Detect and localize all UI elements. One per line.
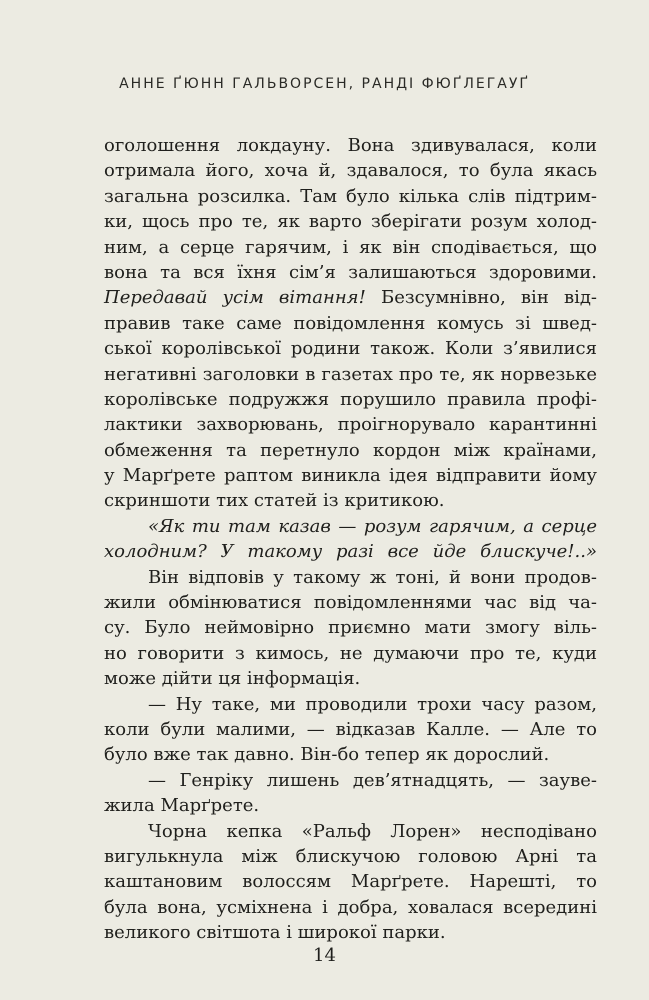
text-line: су. Було неймовірно приємно мати змогу віль- bbox=[104, 617, 597, 639]
text-line: обмеження та перетнуло кордон між країнами, bbox=[104, 439, 597, 461]
text-line: у Марґрете раптом виникла ідея відправити йому bbox=[104, 465, 597, 487]
text-line: ської королівської родини також. Коли з’явилися bbox=[104, 338, 597, 360]
body-text bbox=[104, 133, 597, 946]
text-line: негативні заголовки в газетах про те, як норвезьке bbox=[104, 363, 597, 385]
text-line: жили обмінюватися повідомленнями час від ча- bbox=[104, 592, 597, 614]
text-line: Він відповів у такому ж тоні, й вони продов- bbox=[148, 566, 597, 588]
italic-quote-line: «Як ти там казав — розум гарячим, а серце bbox=[148, 515, 597, 537]
text-line: правив таке саме повідомлення комусь зі швед- bbox=[104, 312, 597, 334]
text-line: королівське подружжя порушило правила профі- bbox=[104, 388, 597, 410]
text-line: лактики захворювань, проігнорувало карантинні bbox=[104, 414, 597, 436]
page-number: 14 bbox=[313, 945, 336, 966]
dialogue-line: коли були малими, — відказав Калле. — Але то bbox=[104, 718, 597, 740]
italic-quote-line: холодним? У такому разі все йде блискуче!..» bbox=[104, 541, 597, 563]
text-line: но говорити з кимось, не думаючи про те, куди bbox=[104, 642, 597, 664]
dialogue-line: — Генріку лишень дев’ятнадцять, — зауве- bbox=[148, 769, 597, 791]
text-line bbox=[104, 285, 597, 310]
text-line: великого світшота і широкої парки. bbox=[104, 922, 446, 944]
text-line: вигулькнула між блискучою головою Арні та bbox=[104, 845, 597, 867]
text-line: скриншоти тих статей із критикою. bbox=[104, 490, 445, 512]
text-fragment: Безсумнівно, він від- bbox=[365, 287, 598, 309]
text-line: ним, а серце гарячим, і як він сподівається, що bbox=[104, 236, 597, 258]
dialogue-line: було вже так давно. Він-бо тепер як дорослий. bbox=[104, 744, 550, 766]
text-line: була вона, усміхнена і добра, ховалася всередині bbox=[104, 896, 597, 918]
text-line: може дійти ця інформація. bbox=[104, 668, 361, 690]
text-line: Чорна кепка «Ральф Лорен» несподівано bbox=[148, 820, 597, 842]
text-line: оголошення локдауну. Вона здивувалася, коли bbox=[104, 135, 597, 156]
text-line: отримала його, хоча й, здавалося, то була якась bbox=[104, 160, 597, 182]
text-line: каштановим волоссям Марґрете. Нарешті, то bbox=[104, 871, 597, 893]
italic-greeting: Передавай усім вітання! bbox=[104, 287, 366, 309]
running-head: АННЕ ҐЮНН ГАЛЬВОРСЕН, РАНДІ ФЮҐЛЕГАУҐ bbox=[119, 76, 530, 92]
text-line: ки, щось про те, як варто зберігати розум холод- bbox=[104, 211, 597, 233]
text-line: вона та вся їхня сім’я залишаються здоровими. bbox=[104, 261, 597, 283]
dialogue-line: — Ну таке, ми проводили трохи часу разом, bbox=[148, 693, 597, 715]
dialogue-line: жила Марґрете. bbox=[104, 795, 260, 817]
text-line: загальна розсилка. Там було кілька слів підтрим- bbox=[104, 185, 597, 207]
